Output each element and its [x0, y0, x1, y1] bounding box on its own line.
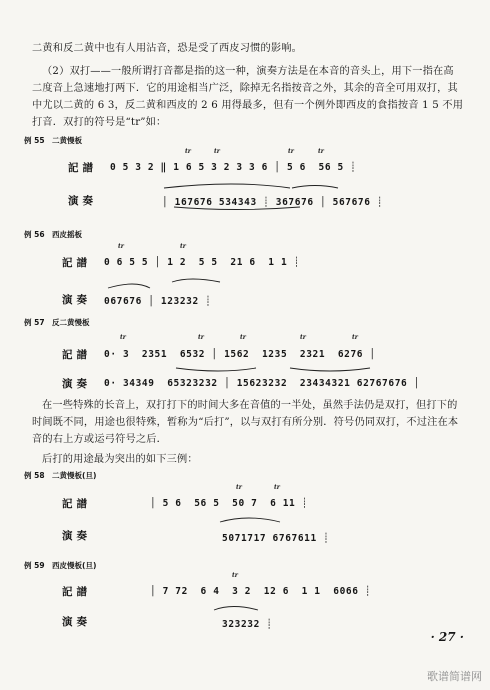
slur-line: [220, 518, 280, 522]
example-58-performance-label: 演奏: [62, 530, 91, 542]
example-58-label: 例 58 二黄慢板(旦): [24, 471, 97, 480]
trill-mark: tr: [232, 572, 238, 579]
trill-mark: tr: [185, 148, 191, 155]
slur-line: [172, 279, 220, 282]
example-56-label: 例 56 西皮摇板: [24, 230, 83, 239]
example-55-performance: │ 167676 534343 ┊ 367676 │ 567676 ┊: [162, 197, 384, 208]
example-55-notation: 0 5 3 2 ‖ 1 6 5 3 2 3 3 6 │ 5 6 56 5 ┊: [110, 162, 357, 173]
page-number: · 27 ·: [430, 630, 464, 644]
example-57-notation-label: 記譜: [62, 349, 91, 361]
example-55-notation-label: 記譜: [68, 162, 97, 174]
slur-line: [164, 184, 290, 188]
example-59-notation: │ 7 72 6 4 3 2 12 6 1 1 6066 ┊: [150, 586, 372, 597]
paragraph-intro: 二黄和反二黄中也有人用沾音，恐是受了西皮习惯的影响。: [32, 43, 303, 54]
trill-mark: tr: [318, 148, 324, 155]
example-58-notation-label: 記譜: [62, 498, 91, 510]
slur-line: [214, 607, 258, 611]
example-55-label: 例 55 二黄慢板: [24, 136, 83, 145]
slur-line: [108, 284, 150, 288]
example-57-label: 例 57 反二黄慢板: [24, 318, 90, 327]
example-56-performance-label: 演奏: [62, 294, 91, 306]
example-58-notation: │ 5 6 56 5 50 7 6 11 ┊: [150, 498, 308, 509]
paragraph-after-trill: 在一些特殊的长音上，双打打下的时间大多在音值的一半处，虽然手法仍是双打，但打下的时间既不同，用途也很特殊，暂称为“后打”，以与双打有所分别．符号仍同双打，不过注在本音的右上方或运弓符号之后．: [32, 400, 459, 445]
example-59-performance-label: 演奏: [62, 616, 91, 628]
trill-mark: tr: [180, 243, 186, 250]
trill-mark: tr: [288, 148, 294, 155]
example-57-notation: 0· 3 2351 6532 │ 1562 1235 2321 6276 │: [104, 349, 376, 360]
slur-line: [176, 368, 256, 371]
slur-line: [290, 368, 370, 371]
example-59-notation-label: 記譜: [62, 586, 91, 598]
example-57-performance: 0· 34349 65323232 │ 15623232 23434321 62767676 │: [104, 378, 420, 389]
site-watermark: 歌谱简谱网: [427, 670, 482, 683]
trill-mark: tr: [240, 334, 246, 341]
trill-mark: tr: [300, 334, 306, 341]
trill-mark: tr: [236, 484, 242, 491]
example-56-notation-label: 記譜: [62, 257, 91, 269]
trill-mark: tr: [274, 484, 280, 491]
example-57-performance-label: 演奏: [62, 378, 91, 390]
example-56-notation: 0 6 5 5 │ 1 2 5 5 21 6 1 1 ┊: [104, 257, 300, 268]
trill-mark: tr: [198, 334, 204, 341]
paragraph-examples-intro: 后打的用途最为突出的如下三例：: [42, 454, 198, 465]
trill-mark: tr: [352, 334, 358, 341]
trill-mark: tr: [120, 334, 126, 341]
trill-mark: tr: [214, 148, 220, 155]
example-59-performance: 323232 ┊: [222, 619, 273, 630]
slur-line: [292, 186, 338, 189]
example-55-performance-label: 演奏: [68, 195, 97, 207]
example-59-label: 例 59 西皮慢板(旦): [24, 561, 97, 570]
trill-mark: tr: [118, 243, 124, 250]
example-56-performance: 067676 │ 123232 ┊: [104, 296, 212, 307]
example-58-performance: 5071717 6767611 ┊: [222, 533, 330, 544]
paragraph-double-trill: （2）双打——一般所谓打音都是指的这一种，演奏方法是在本音的音头上，用下一指在高二度音上急速地打两下．它的用途相当广泛，除掉无名指按音之外，其余的音全可用双打，其中尤以二黄的 6 3，反二黄和西皮的 2 6 用得最多，但有一个例外即西皮的食指按音 1 5 不用打音．双打的符号是“tr”如：: [32, 66, 464, 128]
